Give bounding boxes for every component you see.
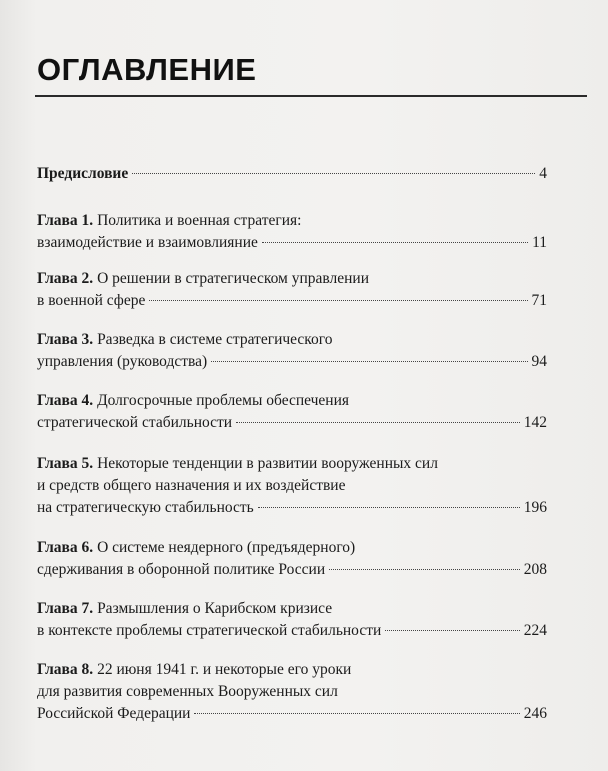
toc-entry-line bbox=[37, 290, 547, 312]
toc-entry-title-end: взаимодействие и взаимовлияние bbox=[37, 234, 258, 251]
toc-entry-line bbox=[37, 268, 547, 290]
toc-entry-line bbox=[37, 659, 547, 681]
toc-page-number: 94 bbox=[531, 353, 547, 370]
toc-entry-title-end: в контексте проблемы стратегической стабильности bbox=[37, 622, 382, 639]
toc-page-number: 208 bbox=[523, 561, 547, 578]
toc-entry-label: Глава 6. bbox=[37, 539, 94, 556]
toc-entry-title: Политика и военная стратегия: bbox=[97, 212, 302, 229]
dot-leader bbox=[236, 422, 520, 423]
toc-entry-line bbox=[37, 412, 547, 434]
dot-leader bbox=[329, 569, 520, 570]
toc-entry-title-end: сдерживания в оборонной политике России bbox=[37, 561, 326, 578]
toc-entry-label: Глава 8. bbox=[37, 661, 94, 678]
toc-entry-label: Предисловие bbox=[37, 165, 129, 182]
toc-entry-title-end: Российской Федерации bbox=[37, 705, 191, 722]
toc-page-number: 71 bbox=[531, 292, 547, 309]
toc-entry-line bbox=[37, 681, 547, 703]
toc-entry-title-end: в военной сфере bbox=[37, 292, 146, 309]
dot-leader bbox=[385, 630, 519, 631]
toc-entry-title-end: управления (руководства) bbox=[37, 353, 208, 370]
toc-entry-chapter-2[interactable] bbox=[37, 268, 547, 312]
toc-entry-label: Глава 5. bbox=[37, 455, 94, 472]
toc-entry-label: Глава 4. bbox=[37, 392, 94, 409]
toc-entry-line bbox=[37, 703, 547, 725]
toc-entry-chapter-3[interactable] bbox=[37, 329, 547, 373]
toc-entry-line bbox=[37, 453, 547, 475]
toc-page-number: 11 bbox=[532, 234, 547, 251]
toc-entry-line bbox=[37, 598, 547, 620]
toc-entry-title: 22 июня 1941 г. и некоторые его уроки bbox=[97, 661, 352, 678]
toc-entry-title: Некоторые тенденции в развитии вооруженных сил bbox=[97, 455, 438, 472]
toc-entry-title-end: на стратегическую стабильность bbox=[37, 499, 254, 516]
toc-entry-chapter-5[interactable] bbox=[37, 453, 547, 519]
toc-entry-title: для развития современных Вооруженных сил bbox=[37, 683, 338, 700]
toc-entry-title: Размышления о Карибском кризисе bbox=[97, 600, 333, 617]
page-title: ОГЛАВЛЕНИЕ bbox=[37, 52, 257, 87]
toc-entry-line bbox=[37, 620, 547, 642]
toc-page-number: 142 bbox=[523, 414, 547, 431]
dot-leader bbox=[194, 713, 519, 714]
toc-entry-label: Глава 1. bbox=[37, 212, 94, 229]
toc-entry-line bbox=[37, 163, 547, 185]
toc-page-number: 196 bbox=[523, 499, 547, 516]
toc-entry-title: Долгосрочные проблемы обеспечения bbox=[97, 392, 350, 409]
toc-entry-chapter-4[interactable] bbox=[37, 390, 547, 434]
toc-page-number: 4 bbox=[539, 165, 547, 182]
toc-entry-preface[interactable] bbox=[37, 163, 547, 185]
toc-entry-line bbox=[37, 497, 547, 519]
toc-entry-label: Глава 7. bbox=[37, 600, 94, 617]
dot-leader bbox=[262, 242, 528, 243]
toc-entry-line bbox=[37, 390, 547, 412]
toc-entry-chapter-8[interactable] bbox=[37, 659, 547, 725]
toc-page-number: 224 bbox=[523, 622, 547, 639]
toc-entry-label: Глава 3. bbox=[37, 331, 94, 348]
toc-entry-line bbox=[37, 537, 547, 559]
dot-leader bbox=[258, 507, 520, 508]
dot-leader bbox=[211, 361, 527, 362]
toc-entry-chapter-1[interactable] bbox=[37, 210, 547, 254]
toc-entry-label: Глава 2. bbox=[37, 270, 94, 287]
toc-entry-title: Разведка в системе стратегического bbox=[97, 331, 333, 348]
toc-page-number: 246 bbox=[523, 705, 547, 722]
toc-entry-title: О решении в стратегическом управлении bbox=[97, 270, 370, 287]
toc-entry-line bbox=[37, 232, 547, 254]
toc-entry-title: О системе неядерного (предъядерного) bbox=[97, 539, 356, 556]
toc-entry-line bbox=[37, 210, 547, 232]
toc-entry-line bbox=[37, 329, 547, 351]
toc-entry-line bbox=[37, 475, 547, 497]
toc-entry-title-end: стратегической стабильности bbox=[37, 414, 233, 431]
toc-entry-line bbox=[37, 559, 547, 581]
toc-entry-chapter-6[interactable] bbox=[37, 537, 547, 581]
title-rule bbox=[35, 95, 587, 97]
toc-entry-title: и средств общего назначения и их воздействие bbox=[37, 477, 346, 494]
toc-entry-line bbox=[37, 351, 547, 373]
dot-leader bbox=[149, 300, 527, 301]
dot-leader bbox=[132, 173, 535, 174]
toc-entry-chapter-7[interactable] bbox=[37, 598, 547, 642]
